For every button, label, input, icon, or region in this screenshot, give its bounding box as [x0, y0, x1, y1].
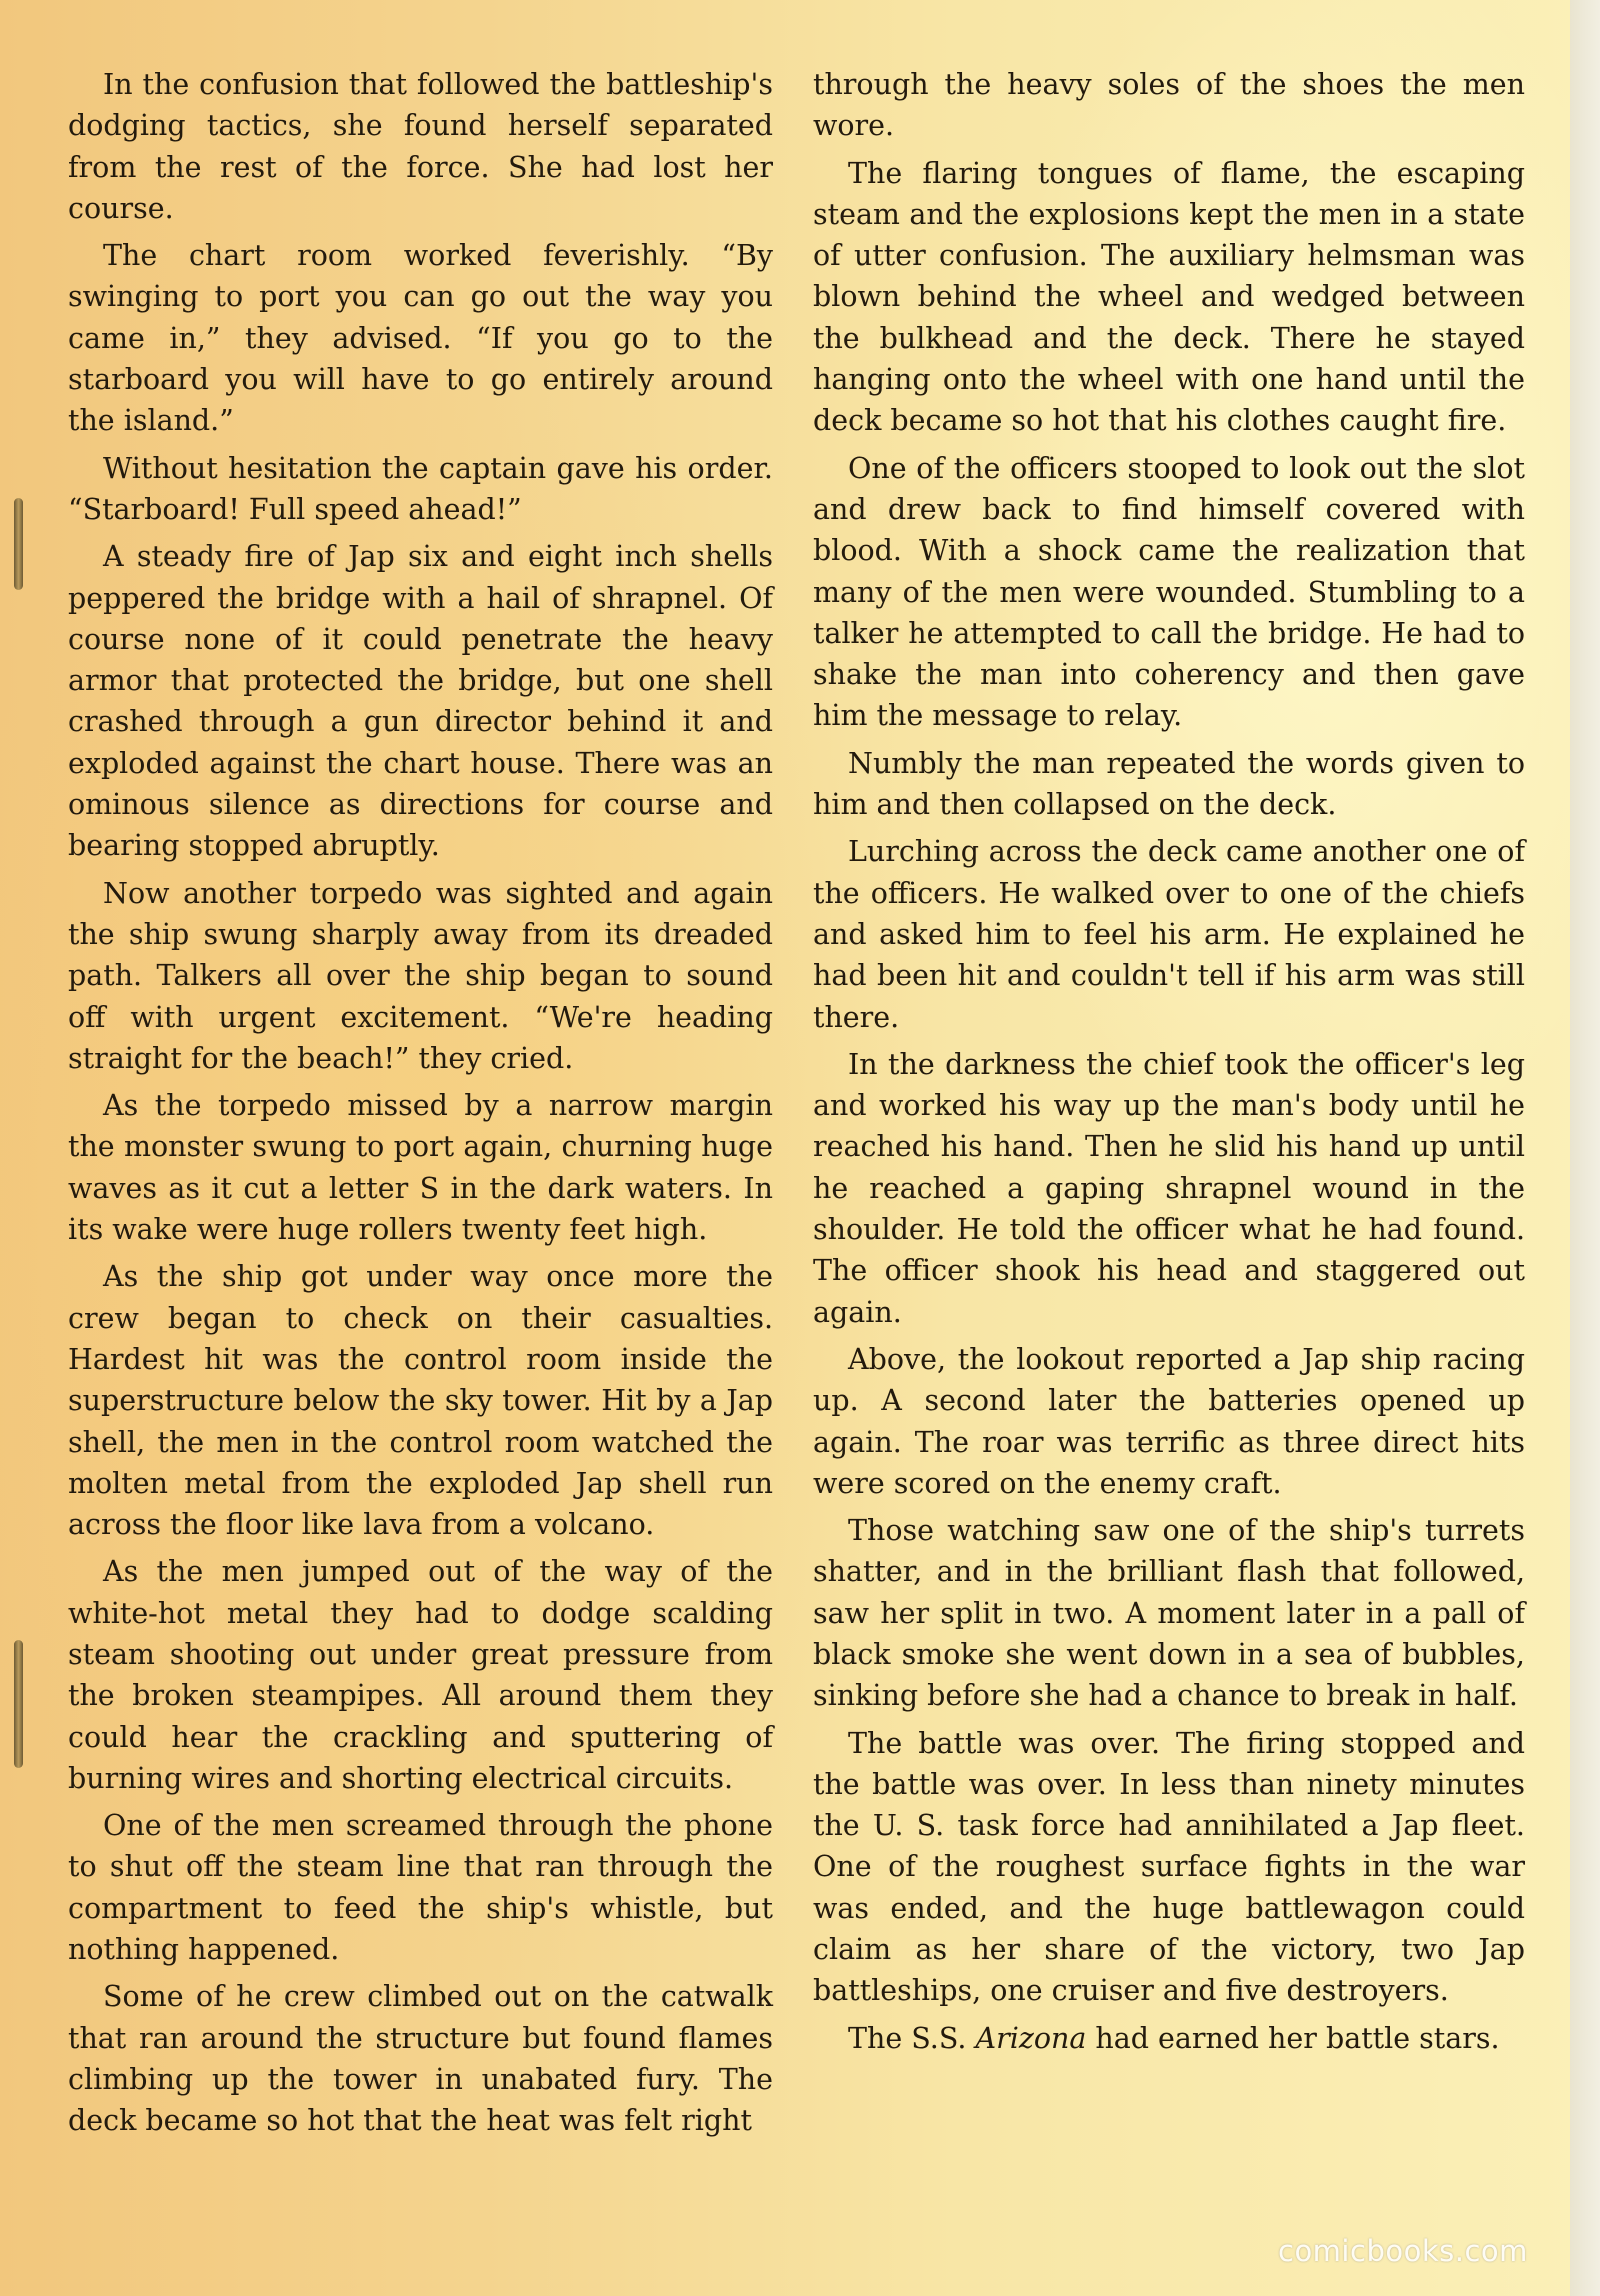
continuation-line: through the heavy soles of the shoes the men wore.: [813, 68, 1525, 143]
paragraph: As the torpedo missed by a narrow margin the monster swung to port again, churning huge waves as it cut a letter S in the dark waters. In its wake were huge rollers twenty feet high.: [68, 1089, 773, 1247]
final-paragraph: [813, 2018, 1525, 2059]
paragraph: The chart room worked feverishly. “By swinging to port you can go out the way you came in,” they advised. “If you go to the starboard you will have to go entirely around the island.”: [68, 239, 773, 438]
staple-bottom: [14, 1640, 23, 1768]
paragraph: The flaring tongues of flame, the escaping steam and the explosions kept the men in a state of utter confusion. The auxiliary helmsman was blown behind the wheel and wedged between the bulkhead and the deck. There he stayed hanging onto the wheel with one hand until the deck became so hot that his clothes caught fire.: [813, 156, 1525, 438]
paragraph: Those watching saw one of the ship's turrets shatter, and in the brilliant flash that followed, saw her split in two. A moment later in a pall of black smoke she went down in a sea of bubbles, sinking before she had a chance to break in half.: [813, 1514, 1525, 1713]
ship-name: Arizona: [975, 2021, 1087, 2055]
paragraph: A steady fire of Jap six and eight inch shells peppered the bridge with a hail of shrapnel. Of course none of it could penetrate the heavy armor that protected the bridge, but one shell crashed through a gun director behind it and exploded against the chart house. There was an ominous silence as directions for course and bearing stopped abruptly.: [68, 540, 773, 863]
paragraph: Numbly the man repeated the words given to him and then collapsed on the deck.: [813, 746, 1525, 822]
paragraph: Lurching across the deck came another one of the officers. He walked over to one of the chiefs and asked him to feel his arm. He explained he had been hit and couldn't tell if his arm was still there.: [813, 835, 1525, 1034]
paragraph: One of the men screamed through the phone to shut off the steam line that ran through the compartment to feed the ship's whistle, but nothing happened.: [68, 1809, 773, 1967]
paragraph: Some of he crew climbed out on the catwalk that ran around the structure but found flames climbing up the tower in unabated fury. The deck became so hot that the heat was felt right: [68, 1980, 773, 2138]
paragraph: In the confusion that followed the battleship's dodging tactics, she found herself separated from the rest of the force. She had lost her course.: [68, 68, 773, 225]
paragraph: Without hesitation the captain gave his order. “Starboard! Full speed ahead!”: [68, 451, 773, 526]
left-text-column: [68, 64, 773, 2148]
paragraph: The battle was over. The firing stopped and the battle was over. In less than ninety minutes the U. S. task force had annihilated a Jap fleet. One of the roughest surface fights in the war was ended, and the huge battlewagon could claim as her share of the victory, two Jap battleships, one cruiser and five destroyers.: [813, 1726, 1525, 2008]
page-edge: [1570, 0, 1600, 2296]
paragraph: One of the officers stooped to look out the slot and drew back to find himself covered with blood. With a shock came the realization that many of the men were wounded. Stumbling to a talker he attempted to call the bridge. He had to shake the man into coherency and then gave him the message to relay.: [813, 451, 1525, 733]
final-text-end: had earned her battle stars.: [1086, 2021, 1500, 2055]
paragraph: In the darkness the chief took the officer's leg and worked his way up the man's body until he reached his hand. Then he slid his hand up until he reached a gaping shrapnel wound in the shoulder. He told the officer what he had found. The officer shook his head and staggered out again.: [813, 1047, 1525, 1329]
paragraph: Now another torpedo was sighted and again the ship swung sharply away from its dreaded path. Talkers all over the ship began to sound off with urgent excitement. “We're heading straight for the beach!” they cried.: [68, 876, 773, 1075]
site-watermark: comicbooks.com: [1278, 2234, 1528, 2268]
staple-top: [14, 498, 23, 590]
paragraph: Above, the lookout reported a Jap ship racing up. A second later the batteries opened up again. The roar was terrific as three direct hits were scored on the enemy craft.: [813, 1342, 1525, 1500]
paragraph: As the men jumped out of the way of the white-hot metal they had to dodge scalding steam shooting out under great pressure from the broken steampipes. All around them they could hear the crackling and sputtering of burning wires and shorting electrical circuits.: [68, 1555, 773, 1795]
final-text-start: The S.S.: [848, 2021, 976, 2055]
right-text-column: [813, 64, 1525, 2065]
paragraph: As the ship got under way once more the crew began to check on their casualties. Hardest hit was the control room inside the superstructure below the sky tower. Hit by a Jap shell, the men in the control room watched the molten metal from the exploded Jap shell run across the floor like lava from a volcano.: [68, 1260, 773, 1542]
